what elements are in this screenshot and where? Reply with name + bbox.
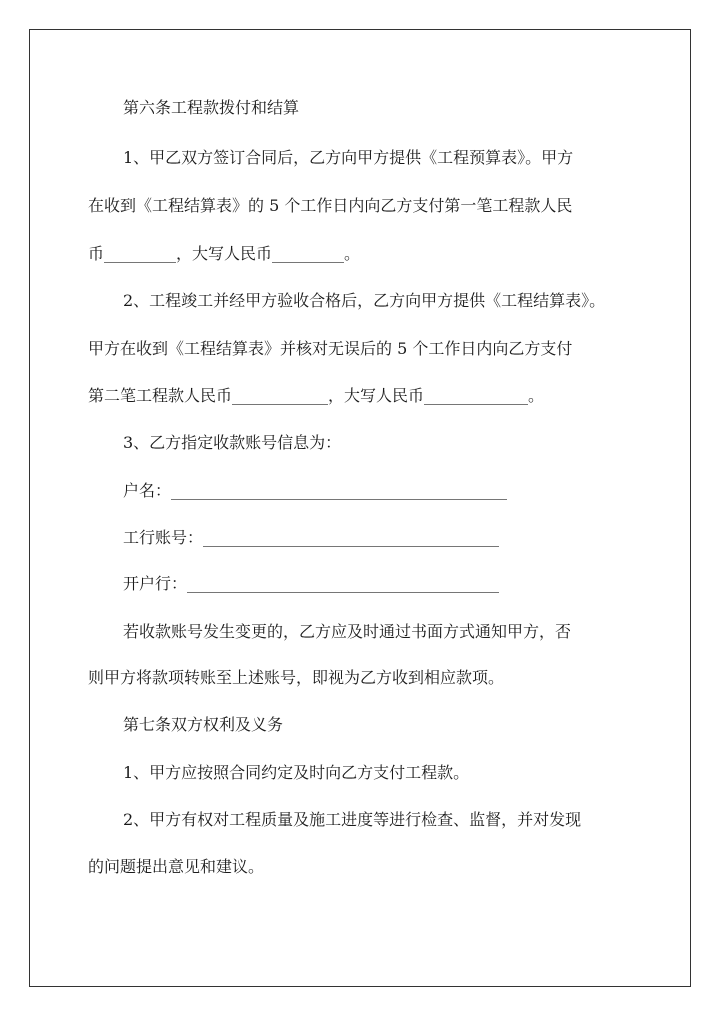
paragraph-line: 则甲方将款项转账至上述账号，即视为乙方收到相应款项。 bbox=[88, 668, 505, 687]
paragraph-line: 1、甲方应按照合同约定及时向乙方支付工程款。 bbox=[123, 763, 470, 782]
paragraph-line: 3、乙方指定收款账号信息为： bbox=[123, 433, 342, 452]
paragraph-line: 的问题提出意见和建议。 bbox=[88, 857, 265, 876]
page-border bbox=[29, 29, 691, 987]
paragraph-line: 币_________，大写人民币_________。 bbox=[88, 244, 361, 263]
section-seven-heading: 第七条双方权利及义务 bbox=[123, 715, 284, 734]
paragraph-line: 2、工程竣工并经甲方验收合格后，乙方向甲方提供《工程结算表》。 bbox=[123, 291, 606, 310]
bank-account-field: 工行账号：_____________________________________ bbox=[123, 528, 500, 547]
account-name-field: 户名：__________________________________________ bbox=[123, 481, 508, 500]
section-six-heading: 第六条工程款拨付和结算 bbox=[123, 98, 300, 117]
paragraph-line: 第二笔工程款人民币____________，大写人民币_____________。 bbox=[88, 386, 545, 405]
paragraph-line: 2、甲方有权对工程质量及施工进度等进行检查、监督，并对发现 bbox=[123, 810, 582, 829]
paragraph-line: 甲方在收到《工程结算表》并核对无误后的 5 个工作日内向乙方支付 bbox=[88, 339, 573, 358]
paragraph-line: 在收到《工程结算表》的 5 个工作日内向乙方支付第一笔工程款人民 bbox=[88, 196, 573, 215]
paragraph-line: 若收款账号发生变更的，乙方应及时通过书面方式通知甲方，否 bbox=[123, 622, 572, 641]
opening-bank-field: 开户行：_______________________________________ bbox=[123, 574, 500, 593]
paragraph-line: 1、甲乙双方签订合同后，乙方向甲方提供《工程预算表》。甲方 bbox=[123, 148, 574, 167]
